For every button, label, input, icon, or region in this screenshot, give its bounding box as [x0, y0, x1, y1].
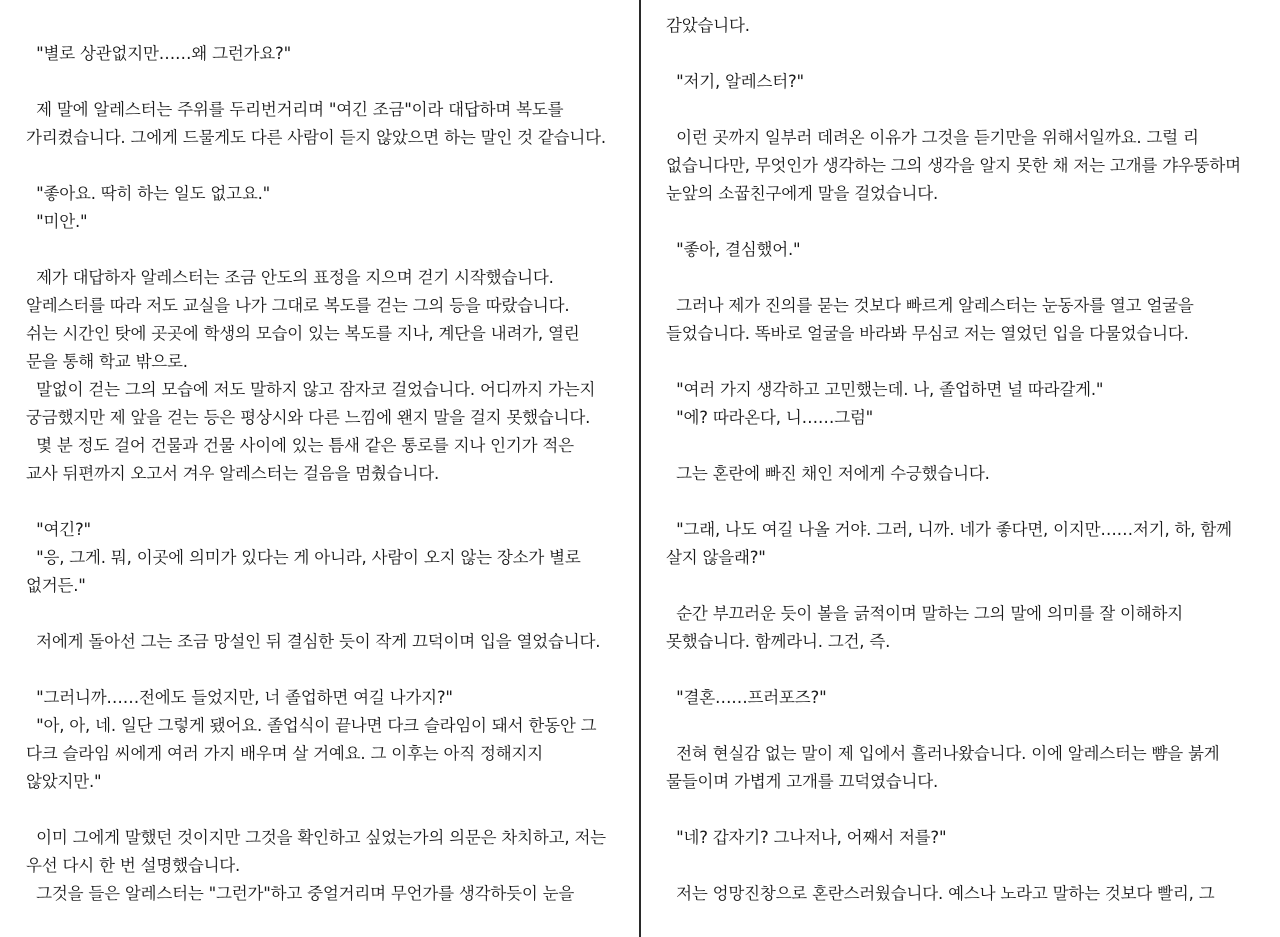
text-line: 제가 대답하자 알레스터는 조금 안도의 표정을 지으며 걷기 시작했습니다. [26, 268, 554, 287]
text-line: 교사 뒤편까지 오고서 겨우 알레스터는 걸음을 멈췄습니다. [26, 464, 440, 483]
text-line: 궁금했지만 제 앞을 걷는 등은 평상시와 다른 느낌에 왠지 말을 걸지 못했습니다. [26, 408, 591, 427]
text-line: 그러나 제가 진의를 묻는 것보다 빠르게 알레스터는 눈동자를 열고 얼굴을 [666, 296, 1194, 315]
blank-line [26, 68, 619, 96]
blank-line [666, 796, 1260, 824]
text-line: 저는 엉망진창으로 혼란스러웠습니다. 예스나 노라고 말하는 것보다 빨리, 그 [666, 884, 1215, 903]
text-line: "좋아, 결심했어." [666, 240, 801, 259]
blank-line [666, 852, 1260, 880]
text-line: 저에게 돌아선 그는 조금 망설인 뒤 결심한 듯이 작게 끄덕이며 입을 열었습니다. [26, 632, 601, 651]
text-line: 들었습니다. 똑바로 얼굴을 바라봐 무심코 저는 열었던 입을 다물었습니다. [666, 324, 1189, 343]
blank-line [666, 488, 1260, 516]
text-line: 그는 혼란에 빠진 채인 저에게 수긍했습니다. [666, 464, 990, 483]
text-line: 전혀 현실감 없는 말이 제 입에서 흘러나왔습니다. 이에 알레스터는 뺨을 붉게 [666, 744, 1220, 763]
blank-line [666, 432, 1260, 460]
text-line: 눈앞의 소꿉친구에게 말을 걸었습니다. [666, 184, 939, 203]
text-line: 우선 다시 한 번 설명했습니다. [26, 856, 241, 875]
text-line: 그것을 들은 알레스터는 "그런가"하고 중얼거리며 무언가를 생각하듯이 눈을 [26, 884, 575, 903]
text-line: 쉬는 시간인 탓에 곳곳에 학생의 모습이 있는 복도를 지나, 계단을 내려가, 열린 [26, 324, 580, 343]
text-line: 알레스터를 따라 저도 교실을 나가 그대로 복도를 걷는 그의 등을 따랐습니다. [26, 296, 570, 315]
text-line: "여긴?" [26, 520, 91, 539]
text-line: "그래, 나도 여길 나올 거야. 그러, 니까. 네가 좋다면, 이지만……저기, 하, 함께 [666, 520, 1232, 539]
text-line: 않았지만." [26, 772, 102, 791]
text-line: "저기, 알레스터?" [666, 72, 804, 91]
text-line: "에? 따라온다, 니……그럼" [666, 408, 874, 427]
text-line: "미안." [26, 212, 88, 231]
text-line: "네? 갑자기? 그나저나, 어째서 저를?" [666, 828, 947, 847]
text-line: 말없이 걷는 그의 모습에 저도 말하지 않고 잠자코 걸었습니다. 어디까지 가는지 [26, 380, 596, 399]
text-line: "그러니까……전에도 들었지만, 너 졸업하면 여길 나가지?" [26, 688, 453, 707]
right-page [641, 0, 1280, 937]
blank-line [26, 656, 619, 684]
blank-line [666, 348, 1260, 376]
text-line: 제 말에 알레스터는 주위를 두리번거리며 "여긴 조금"이라 대답하며 복도를 [26, 100, 564, 119]
text-line: 순간 부끄러운 듯이 볼을 긁적이며 말하는 그의 말에 의미를 잘 이해하지 [666, 604, 1183, 623]
blank-line [666, 96, 1260, 124]
text-line: 없습니다만, 무엇인가 생각하는 그의 생각을 알지 못한 채 저는 고개를 갸우뚱하며 [666, 156, 1241, 175]
text-line: 감았습니다. [666, 16, 750, 35]
blank-line [26, 152, 619, 180]
blank-line [666, 208, 1260, 236]
blank-line [666, 264, 1260, 292]
text-line: "결혼……프러포즈?" [666, 688, 827, 707]
text-line: "아, 아, 네. 일단 그렇게 됐어요. 졸업식이 끝나면 다크 슬라임이 돼서 한동안 그 [26, 716, 597, 735]
blank-line [666, 712, 1260, 740]
text-line: 이런 곳까지 일부러 데려온 이유가 그것을 듣기만을 위해서일까요. 그럴 리 [666, 128, 1199, 147]
text-line: 살지 않을래?" [666, 548, 766, 567]
text-line: "응, 그게. 뭐, 이곳에 의미가 있다는 게 아니라, 사람이 오지 않는 장소가 별로 [26, 548, 581, 567]
text-line: 없거든." [26, 576, 86, 595]
text-line: 가리켰습니다. 그에게 드물게도 다른 사람이 듣지 않았으면 하는 말인 것 같습니다. [26, 128, 606, 147]
blank-line [26, 600, 619, 628]
text-line: "좋아요. 딱히 하는 일도 없고요." [26, 184, 271, 203]
blank-line [26, 796, 619, 824]
blank-line [26, 236, 619, 264]
text-line: "별로 상관없지만……왜 그런가요?" [26, 44, 291, 63]
text-line: "여러 가지 생각하고 고민했는데. 나, 졸업하면 널 따라갈게." [666, 380, 1104, 399]
text-line: 물들이며 가볍게 고개를 끄덕였습니다. [666, 772, 939, 791]
blank-line [666, 572, 1260, 600]
text-line: 다크 슬라임 씨에게 여러 가지 배우며 살 거예요. 그 이후는 아직 정해지지 [26, 744, 543, 763]
blank-line [666, 656, 1260, 684]
text-line: 문을 통해 학교 밖으로. [26, 352, 188, 371]
blank-line [26, 488, 619, 516]
left-page [0, 0, 639, 937]
text-line: 못했습니다. 함께라니. 그건, 즉. [666, 632, 891, 651]
blank-line [666, 40, 1260, 68]
text-line: 몇 분 정도 걸어 건물과 건물 사이에 있는 틈새 같은 통로를 지나 인기가 적은 [26, 436, 574, 455]
text-line: 이미 그에게 말했던 것이지만 그것을 확인하고 싶었는가의 의문은 차치하고, 저는 [26, 828, 606, 847]
